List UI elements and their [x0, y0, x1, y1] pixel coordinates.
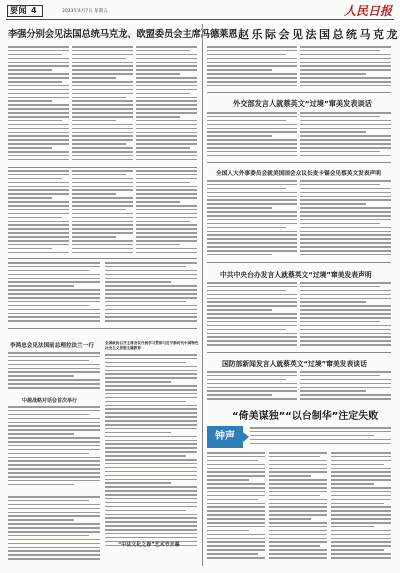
article-headline-npc-statement: 全国人大外事委员会就美国国会众议长麦卡锡会见蔡英文发表声明 [216, 171, 381, 177]
article-headline-zhao-leji: 赵乐际会见法国总统马克龙 [238, 28, 400, 41]
divider [207, 92, 391, 93]
article-body-col [8, 496, 100, 564]
article-body-col [207, 112, 297, 160]
article-body-col [105, 354, 197, 564]
article-body-col [207, 180, 297, 260]
section-label [7, 5, 43, 17]
masthead-rule [6, 19, 394, 20]
divider [207, 262, 391, 263]
divider [207, 352, 391, 353]
article-body-col [207, 371, 297, 403]
article-body-col [207, 282, 297, 350]
article-body-col [8, 406, 100, 490]
commentary-headline: “倚美谋独”“以台制华”注定失败 [232, 411, 379, 422]
divider [8, 167, 197, 168]
article-body-col [331, 452, 391, 564]
article-body-col [105, 262, 197, 326]
article-body-col [269, 452, 327, 564]
article-headline-defense-ministry: 国防部新闻发言人就蔡英文“过境”窜美发表谈话 [222, 360, 367, 368]
newspaper-logo: 人民日报 [343, 4, 392, 18]
masthead [0, 0, 400, 20]
article-body-col [300, 46, 391, 90]
commentary-column-badge: 钟声 [207, 426, 243, 448]
column-divider [202, 24, 203, 566]
article-headline-mfa-spokesperson: 外交部发言人就蔡英文“过境”窜美发表谈话 [233, 99, 372, 108]
section-name: 要闻 [10, 6, 27, 15]
article-headline-cppcc: 全国政协召开主席会议开展学习贯彻习近平新时代中国特色社会主义思想主题教育 [105, 341, 199, 350]
article-headline-premier-meetings: 李强分别会见法国总统马克龙、欧盟委员会主席冯德莱恩 [8, 29, 238, 40]
divider [8, 258, 197, 259]
article-body-col [8, 170, 69, 256]
divider [8, 328, 197, 329]
article-body-col [300, 180, 391, 260]
article-body-col [8, 352, 100, 392]
article-body-col [207, 452, 265, 564]
article-body-col [72, 170, 133, 256]
article-body-col [250, 427, 391, 449]
article-body-col [8, 262, 100, 326]
article-body-col [8, 46, 69, 164]
article-subhead-sino-vietnam: 中越战略对话会首次举行 [22, 398, 78, 404]
article-subhead-culture-festival: “中法文化之春”艺术节开幕 [118, 542, 180, 548]
article-body-col [300, 371, 391, 403]
article-headline-li-hongzhong: 李鸿忠会见法国前总理拉法兰一行 [10, 343, 94, 349]
article-body-col [136, 46, 197, 164]
issue-date: 2023年4月7日 星期五 [62, 9, 108, 14]
page-number: 4 [31, 6, 38, 15]
article-body-col [300, 112, 391, 160]
article-body-col [72, 46, 133, 164]
article-body-col [136, 170, 197, 256]
article-body-col [207, 46, 297, 90]
article-body-col [300, 282, 391, 350]
article-headline-taiwan-affairs-office: 中共中央台办发言人就蔡英文“过境”窜美发表声明 [220, 271, 372, 279]
divider [207, 162, 391, 163]
